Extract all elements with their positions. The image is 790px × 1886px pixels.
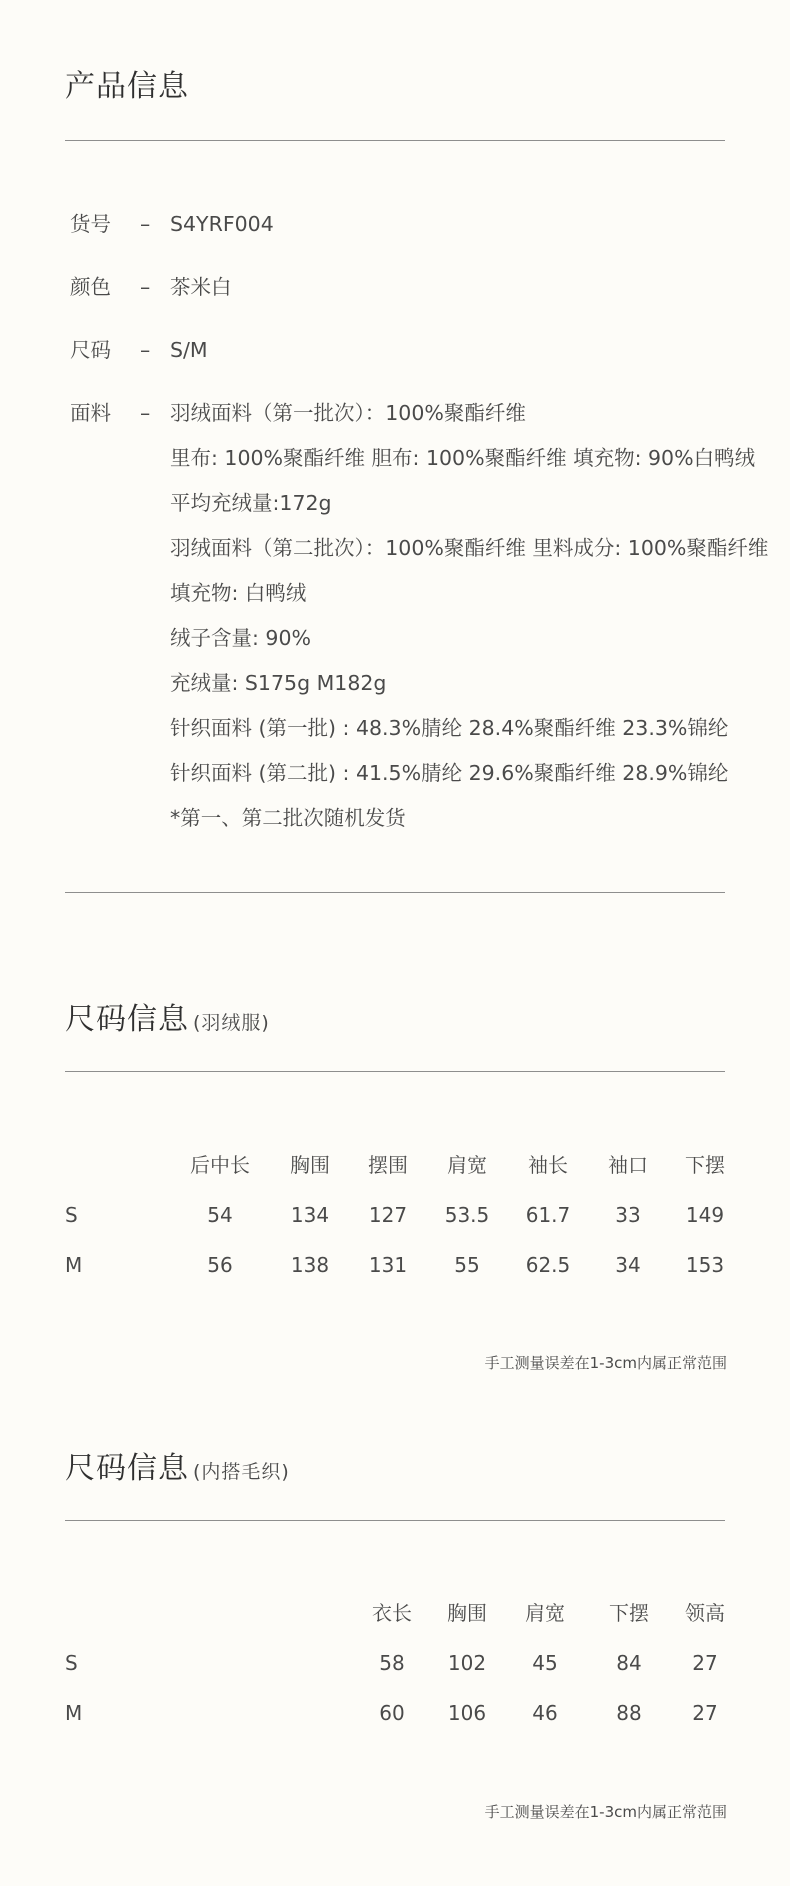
column-header: 肩宽 xyxy=(525,1601,565,1625)
table-cell: 53.5 xyxy=(444,1203,490,1227)
fabric-line: 针织面料 (第二批) : 41.5%腈纶 29.6%聚酯纤维 28.9%锦纶 xyxy=(170,761,729,785)
size-label: M xyxy=(65,1701,83,1725)
info-row-color xyxy=(70,265,760,310)
fabric-line: 填充物: 白鸭绒 xyxy=(170,581,307,605)
column-header: 领高 xyxy=(685,1601,725,1625)
column-header: 袖口 xyxy=(608,1153,648,1177)
table-cell: 138 xyxy=(290,1253,330,1277)
table-row xyxy=(65,1250,735,1280)
column-header: 胸围 xyxy=(290,1153,330,1177)
table-cell: 45 xyxy=(532,1651,558,1675)
table-cell: 153 xyxy=(685,1253,725,1277)
info-value-color: 茶米白 xyxy=(170,275,232,299)
info-label: 面料 xyxy=(70,401,111,425)
table-cell: 62.5 xyxy=(525,1253,571,1277)
fabric-line: 绒子含量: 90% xyxy=(170,626,311,650)
table-cell: 88 xyxy=(616,1701,642,1725)
fabric-line: 平均充绒量:172g xyxy=(170,491,332,515)
table-cell: 131 xyxy=(368,1253,408,1277)
table-cell: 84 xyxy=(616,1651,642,1675)
table-cell: 56 xyxy=(207,1253,233,1277)
measurement-note: 手工测量误差在1-3cm内属正常范围 xyxy=(484,1354,727,1372)
column-header: 胸围 xyxy=(447,1601,487,1625)
table-cell: 106 xyxy=(447,1701,487,1725)
column-header: 下摆 xyxy=(685,1153,725,1177)
table-cell: 61.7 xyxy=(525,1203,571,1227)
table-cell: 27 xyxy=(692,1651,718,1675)
table-cell: 54 xyxy=(207,1203,233,1227)
column-header: 肩宽 xyxy=(447,1153,487,1177)
table-cell: 46 xyxy=(532,1701,558,1725)
fabric-line: 针织面料 (第一批) : 48.3%腈纶 28.4%聚酯纤维 23.3%锦纶 xyxy=(170,716,729,740)
table-cell: 102 xyxy=(447,1651,487,1675)
divider xyxy=(65,1520,725,1521)
product-info-list xyxy=(70,202,769,859)
info-label: 尺码 xyxy=(70,338,111,362)
table-cell: 34 xyxy=(615,1253,641,1277)
column-header: 摆围 xyxy=(368,1153,408,1177)
size-label: S xyxy=(65,1651,78,1675)
size-knit-title xyxy=(65,1451,290,1486)
info-row-fabric xyxy=(70,391,769,841)
fabric-lines xyxy=(170,391,768,841)
product-info-title-text: 产品信息 xyxy=(65,69,189,104)
column-header: 衣长 xyxy=(372,1601,412,1625)
table-header-row xyxy=(65,1150,735,1180)
info-label: 货号 xyxy=(70,212,111,236)
table-row xyxy=(65,1200,735,1230)
divider xyxy=(65,892,725,893)
fabric-line: 羽绒面料（第一批次）：100%聚酯纤维 xyxy=(170,401,526,425)
table-cell: 27 xyxy=(692,1701,718,1725)
info-separator: – xyxy=(140,338,151,362)
info-value-sku: S4YRF004 xyxy=(170,212,274,236)
column-header: 后中长 xyxy=(190,1153,250,1177)
size-knit-subtitle: (内搭毛织) xyxy=(193,1461,290,1483)
divider xyxy=(65,140,725,141)
size-label: S xyxy=(65,1203,78,1227)
table-cell: 33 xyxy=(615,1203,641,1227)
table-row xyxy=(65,1648,735,1678)
table-cell: 55 xyxy=(454,1253,480,1277)
size-down-subtitle: (羽绒服) xyxy=(193,1012,270,1034)
table-header-row xyxy=(65,1598,735,1628)
table-cell: 60 xyxy=(379,1701,405,1725)
table-cell: 127 xyxy=(368,1203,408,1227)
info-separator: – xyxy=(140,212,151,236)
size-down-title-text: 尺码信息 xyxy=(65,1002,189,1037)
info-value-size: S/M xyxy=(170,338,208,362)
table-cell: 134 xyxy=(290,1203,330,1227)
product-info-title xyxy=(65,69,189,104)
table-row xyxy=(65,1698,735,1728)
table-cell: 58 xyxy=(379,1651,405,1675)
fabric-line: 里布: 100%聚酯纤维 胆布: 100%聚酯纤维 填充物: 90%白鸭绒 xyxy=(170,446,756,470)
info-row-size xyxy=(70,328,760,373)
size-knit-title-text: 尺码信息 xyxy=(65,1451,189,1486)
info-separator: – xyxy=(140,401,151,425)
fabric-line: 充绒量: S175g M182g xyxy=(170,671,387,695)
fabric-line: 羽绒面料（第二批次）：100%聚酯纤维 里料成分: 100%聚酯纤维 xyxy=(170,536,769,560)
info-separator: – xyxy=(140,275,151,299)
size-label: M xyxy=(65,1253,83,1277)
info-label: 颜色 xyxy=(70,275,111,299)
table-cell: 149 xyxy=(685,1203,725,1227)
size-down-title xyxy=(65,1002,270,1037)
column-header: 袖长 xyxy=(528,1153,568,1177)
info-row-sku xyxy=(70,202,760,247)
fabric-line: *第一、第二批次随机发货 xyxy=(170,806,406,830)
measurement-note: 手工测量误差在1-3cm内属正常范围 xyxy=(484,1803,727,1821)
divider xyxy=(65,1071,725,1072)
column-header: 下摆 xyxy=(609,1601,649,1625)
